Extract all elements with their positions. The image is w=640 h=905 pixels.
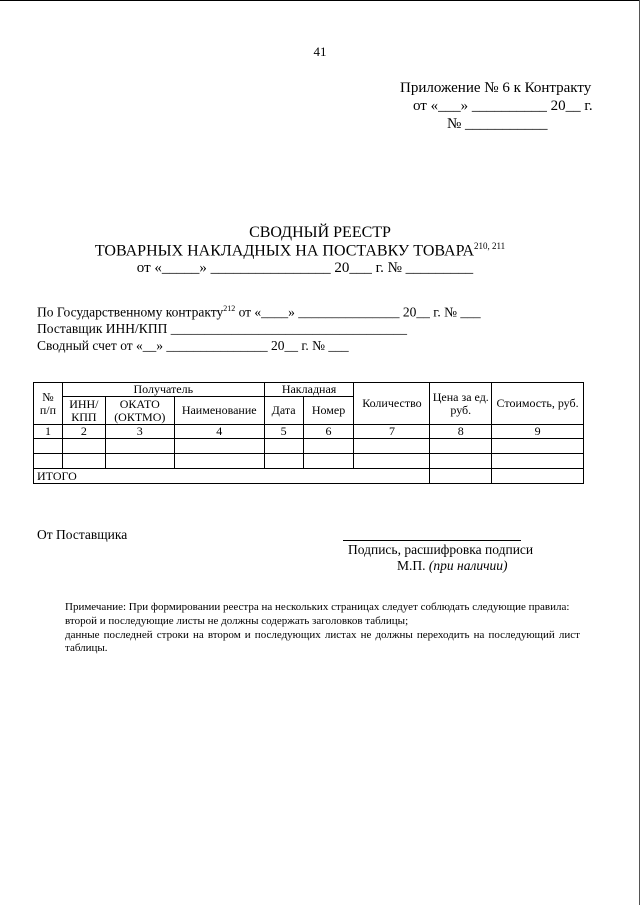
- col-num: 5: [264, 425, 303, 439]
- header-quantity: Количество: [354, 383, 430, 425]
- supplier-field: Поставщик ИНН/КПП ___________________________________: [37, 321, 407, 336]
- total-label: ИТОГО: [34, 469, 430, 484]
- col-num: 6: [303, 425, 354, 439]
- appendix-date: от «___» __________ 20__ г.: [413, 98, 593, 114]
- from-supplier-label: От Поставщика: [37, 527, 128, 542]
- header-unit-price: Цена за ед. руб.: [430, 383, 492, 425]
- page-number: 41: [313, 44, 327, 59]
- document-title: СВОДНЫЙ РЕЕСТР: [249, 224, 391, 241]
- header-name: Наименование: [174, 397, 264, 425]
- appendix-number: № ___________: [447, 116, 548, 132]
- page-top-border: [0, 0, 640, 1]
- header-date: Дата: [264, 397, 303, 425]
- note-line-2: второй и последующие листы не должны содержать заголовков таблицы;: [65, 615, 409, 627]
- column-number-row: [34, 425, 584, 439]
- stamp-caption: [397, 558, 508, 574]
- col-num: 3: [105, 425, 174, 439]
- signature-caption: Подпись, расшифровка подписи: [348, 542, 534, 557]
- contract-field: [37, 304, 481, 321]
- header-recipient: Получатель: [62, 383, 264, 397]
- header-okato: ОКАТО (ОКТМО): [105, 397, 174, 425]
- table-row: [34, 439, 584, 454]
- header-row-number: № п/п: [34, 383, 63, 425]
- total-row: [34, 469, 584, 484]
- contract-details: от «____» _______________ 20__ г. № ___: [235, 304, 481, 320]
- header-cost: Стоимость, руб.: [492, 383, 584, 425]
- invoice-field: Сводный счет от «__» _______________ 20__ г. № ___: [37, 338, 349, 353]
- col-num: 8: [430, 425, 492, 439]
- appendix-title: Приложение № 6 к Контракту: [400, 80, 592, 96]
- col-num: 4: [174, 425, 264, 439]
- document-subtitle: [0, 241, 600, 260]
- header-number: Номер: [303, 397, 354, 425]
- col-num: 2: [62, 425, 105, 439]
- footnote-refs: 210, 211: [474, 241, 506, 251]
- document-subtitle-text: ТОВАРНЫХ НАКЛАДНЫХ НА ПОСТАВКУ ТОВАРА: [94, 242, 474, 260]
- note-line-3: данные последней строки на втором и последующих листах не должны переходить на последующий лист таблицы.: [65, 629, 580, 654]
- contract-footnote-ref: 212: [223, 304, 236, 313]
- header-inn-kpp: ИНН/ КПП: [62, 397, 105, 425]
- contract-label: По Государственному контракту: [37, 304, 224, 320]
- col-num: 9: [492, 425, 584, 439]
- header-waybill: Накладная: [264, 383, 354, 397]
- col-num: 1: [34, 425, 63, 439]
- signature-line: [343, 540, 521, 541]
- note-line-1: Примечание: При формировании реестра на нескольких страницах следует соблюдать следующие правила:: [65, 601, 570, 613]
- table-row: [34, 454, 584, 469]
- stamp-label: М.П.: [397, 558, 429, 573]
- stamp-note: (при наличии): [428, 558, 508, 573]
- document-date-line: от «_____» ________________ 20___ г. № _________: [136, 260, 474, 276]
- registry-table: [33, 382, 584, 484]
- col-num: 7: [354, 425, 430, 439]
